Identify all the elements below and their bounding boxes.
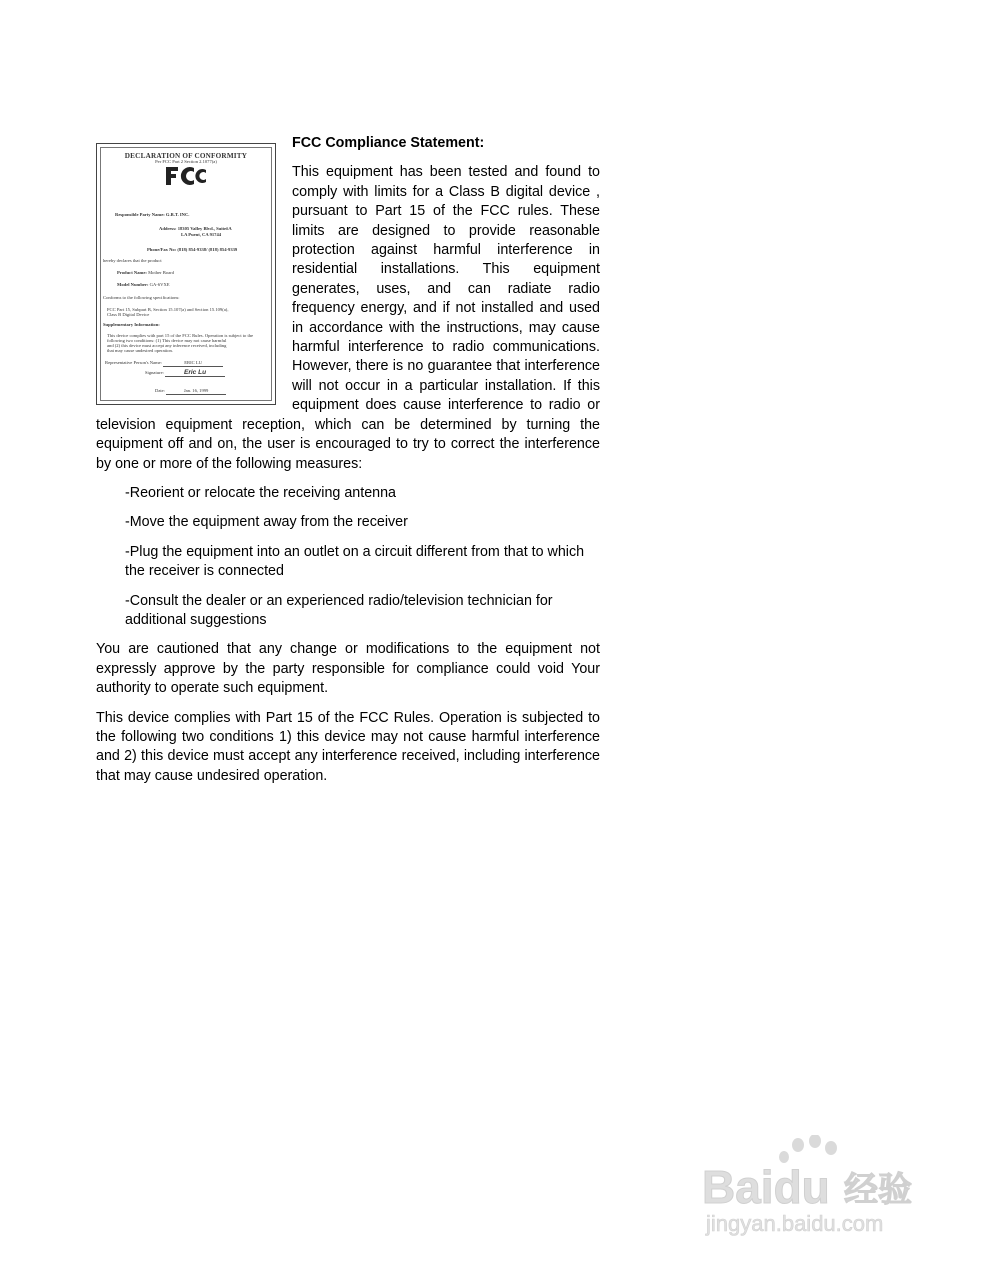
address-line-2: LA Puent, CA 91744: [181, 232, 222, 237]
declaration-title: DECLARATION OF CONFORMITY: [124, 152, 248, 160]
signature-line: Signature: Eric Lu: [145, 370, 271, 377]
fcc-logo-icon: [164, 165, 208, 187]
watermark-url: jingyan.baidu.com: [706, 1211, 884, 1236]
measure-item-1: -Reorient or relocate the receiving antenna: [125, 484, 397, 501]
supp-line-1: This device complies with part 15 of the FCC Rules. Operation is subject to the: [107, 333, 254, 338]
watermark-brand-cn: 经验: [844, 1171, 912, 1209]
model-line: Model Number: GA-6VXE: [117, 282, 170, 287]
conditions-paragraph: This device complies with Part 15 of the FCC Rules. Operation is subjected to the following two conditions 1) this device may not cause harmful interference and 2) this device must accept any interference received, including interference that may cause undesired operation.: [96, 709, 600, 784]
watermark-brand: Baidu: [702, 1161, 830, 1213]
section-heading: FCC Compliance Statement:: [292, 135, 485, 151]
caution-paragraph: You are cautioned that any change or modifications to the equipment not expressly approve by the party responsible for compliance could void Your authority to operate such equipment.: [96, 641, 600, 697]
date-line: Date: Jan. 16, 1999: [155, 388, 271, 395]
document-body: [96, 134, 600, 796]
hereby-line: hereby declares that the product: [103, 258, 162, 263]
declaration-inner-frame: [100, 147, 272, 401]
address-line-1: Address: 18305 Valley Blvd., Suite#A: [159, 226, 232, 231]
spec-line-1: FCC Part 15, Subpart B, Section 15.107(a) and Section 15.109(a),: [107, 307, 229, 312]
supp-line-2: following two conditions: (1) This device may not cause harmful: [107, 338, 227, 343]
party-line: Responsible Party Name: G.B.T. INC.: [115, 212, 190, 217]
measure-item-3: -Plug the equipment into an outlet on a circuit different from that to which the receiver is connected: [125, 543, 585, 580]
paw-icon: [779, 1135, 837, 1163]
compliance-paragraph: This equipment has been tested and found to comply with limits for a Class B digital device , pursuant to Part 15 of the FCC rules. These limits are designed to provide reasonable protection against harmful interference in residential installations. This equipment generates, uses, and can radiate radio frequency energy, and if not installed and used in accordance with the instructions, may cause harmful interference to radio communications. However, there is no guarantee that interference will not occur in a particular installation. If this equipment does cause interference to radio or television equipment reception, which can be determined by turning the equipment off and on, the user is encouraged to try to correct the interference by one or more of the following measures:: [96, 164, 600, 472]
supp-line-3: and (2) this device must accept any inference received, including: [107, 343, 227, 348]
baidu-jingyan-watermark: [700, 1135, 940, 1245]
declaration-of-conformity-image: [96, 143, 276, 405]
measure-item-4: -Consult the dealer or an experienced radio/television technician for additional suggestions: [125, 592, 553, 628]
declaration-subtitle: Per FCC Part 2 Section 2.1077(a): [155, 158, 217, 164]
conforms-line: Conforms to the following specifications:: [103, 295, 180, 300]
representative-line: Representative Person's Name: ERIC LU: [105, 360, 271, 367]
handwritten-signature: Eric Lu: [165, 370, 225, 377]
spec-line-2: Class B Digital Device: [107, 312, 150, 317]
supp-line-4: that may cause undesired operation.: [107, 348, 173, 353]
product-line: Product Name: Mother Board: [117, 270, 174, 275]
phone-line: Phone/Fax No: (818) 854-9338/ (818) 854-9339: [147, 247, 238, 252]
supplementary-title: Supplementary Information:: [103, 322, 160, 327]
measure-item-2: -Move the equipment away from the receiver: [125, 514, 408, 531]
